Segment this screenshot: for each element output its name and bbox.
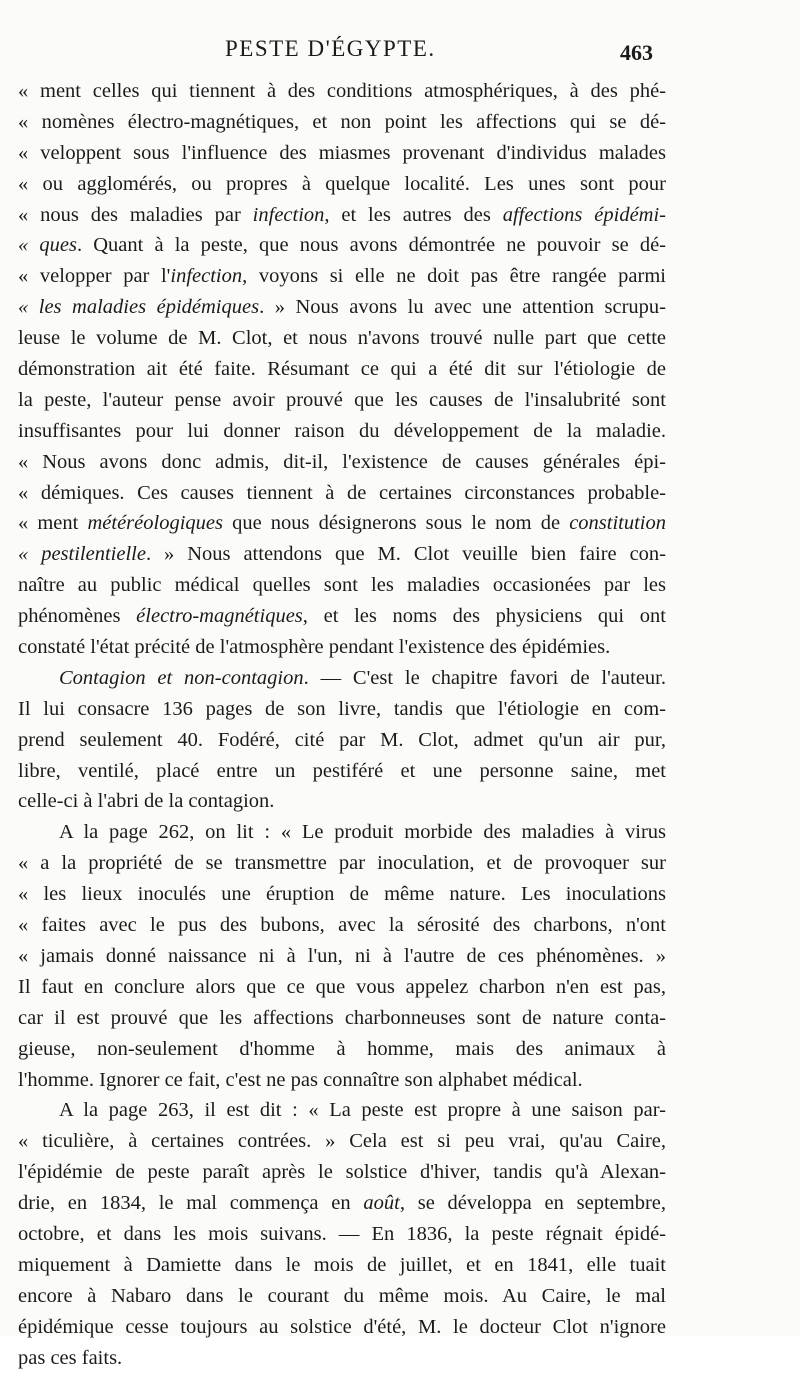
text-line xyxy=(18,354,666,385)
text-line xyxy=(18,508,666,539)
text-line xyxy=(18,848,666,879)
text-line xyxy=(18,447,666,478)
italic-span: « ques xyxy=(18,234,77,257)
text-span: . » Nous attendons que M. Clot veuille bien faire con- xyxy=(145,543,666,566)
text-span: prend seulement 40. Fodéré, cité par M. Clot, admet qu'un air pur, xyxy=(18,728,666,751)
text-line xyxy=(18,817,666,848)
text-span: encore à Nabaro dans le courant du même mois. Au Caire, le mal xyxy=(18,1284,666,1307)
text-span: que nous désignerons sous le nom de xyxy=(222,512,570,535)
text-line xyxy=(18,756,666,787)
italic-span: affections épidémi- xyxy=(502,203,666,226)
text-line xyxy=(18,1126,666,1157)
text-span: Il lui consacre 136 pages de son livre, tandis que l'étiologie en com- xyxy=(18,697,666,720)
text-span: constaté l'état précité de l'atmosphère pendant l'existence des épidémies. xyxy=(18,636,611,659)
text-span: la peste, l'auteur pense avoir prouvé que les causes de l'insalubrité sont xyxy=(18,388,666,411)
text-span: « ment celles qui tiennent à des conditions atmosphériques, à des phé- xyxy=(18,80,666,102)
text-span: Il faut en conclure alors que ce que vous appelez charbon n'en est pas, xyxy=(18,975,666,998)
text-span: « nomènes électro-magnétiques, et non point les affections qui se dé- xyxy=(18,110,666,133)
text-span: « jamais donné naissance ni à l'un, ni à l'autre de ces phénomènes. » xyxy=(18,944,666,967)
text-span: leuse le volume de M. Clot, et nous n'avons trouvé nulle part que cette xyxy=(18,327,666,350)
text-line xyxy=(18,107,666,138)
text-span: « les lieux inoculés une éruption de même nature. Les inoculations xyxy=(18,883,666,906)
text-span: « nous des maladies par xyxy=(18,203,253,226)
text-span: . Quant à la peste, que nous avons démontrée ne pouvoir se dé- xyxy=(76,234,667,257)
italic-span: infection xyxy=(252,203,325,226)
text-span: miquement à Damiette dans le mois de juillet, et en 1841, elle tuait xyxy=(18,1253,666,1276)
page-header xyxy=(0,36,800,70)
text-line xyxy=(18,663,666,694)
text-span: « velopper par l' xyxy=(18,265,171,288)
text-span: , se développa en septembre, xyxy=(399,1192,666,1215)
text-span: naître au public médical quelles sont les maladies occasionées par les xyxy=(18,574,666,597)
running-head: PESTE D'ÉGYPTE. xyxy=(225,36,436,61)
italic-span: « pestilentielle xyxy=(18,543,146,566)
body-text xyxy=(18,76,666,1373)
text-span: épidémique cesse toujours au solstice d'été, M. le docteur Clot n'ignore xyxy=(18,1315,666,1338)
italic-span: électro-magnétiques xyxy=(136,605,303,628)
text-line xyxy=(18,230,666,261)
text-line xyxy=(18,385,666,416)
text-span: l'homme. Ignorer ce fait, c'est ne pas connaître son alphabet médical. xyxy=(18,1068,583,1091)
text-line xyxy=(18,725,666,756)
text-span: « démiques. Ces causes tiennent à de certaines circonstances probable- xyxy=(18,481,666,504)
text-span: octobre, et dans les mois suivans. — En 1836, la peste régnait épidé- xyxy=(18,1222,666,1245)
text-line xyxy=(18,1065,666,1096)
text-line xyxy=(18,292,666,323)
text-span: drie, en 1834, le mal commença en xyxy=(18,1192,364,1215)
text-span: « ment xyxy=(18,512,88,535)
text-span: , et les autres des xyxy=(324,203,503,226)
text-span: démonstration ait été faite. Résumant ce qui a été dit sur l'étiologie de xyxy=(18,358,666,381)
text-span: « faites avec le pus des bubons, avec la sérosité des charbons, n'ont xyxy=(18,914,666,937)
text-line xyxy=(18,169,666,200)
text-line xyxy=(18,416,666,447)
text-line xyxy=(18,1219,666,1250)
text-line xyxy=(18,972,666,1003)
text-span: . — C'est le chapitre favori de l'auteur. xyxy=(303,666,666,689)
text-line xyxy=(18,941,666,972)
text-line xyxy=(18,323,666,354)
italic-span: « les maladies épidémiques xyxy=(18,296,260,319)
text-span: A la page 263, il est dit : « La peste est propre à une saison par- xyxy=(18,1099,666,1122)
text-line xyxy=(18,1343,666,1373)
text-line xyxy=(18,632,666,663)
text-span: phénomènes xyxy=(18,605,137,628)
text-line xyxy=(18,1188,666,1219)
text-span: A la page 262, on lit : « Le produit morbide des maladies à virus xyxy=(18,821,666,844)
text-span: « a la propriété de se transmettre par inoculation, et de provoquer sur xyxy=(18,852,666,875)
text-span: « Nous avons donc admis, dit-il, l'existence de causes générales épi- xyxy=(18,450,666,473)
text-line xyxy=(18,601,666,632)
text-line xyxy=(18,1034,666,1065)
text-span: insuffisantes pour lui donner raison du développement de la maladie. xyxy=(18,419,666,442)
text-span: gieuse, non-seulement d'homme à homme, mais des animaux à xyxy=(18,1037,666,1060)
text-span: pas ces faits. xyxy=(18,1346,123,1369)
text-line xyxy=(18,1281,666,1312)
text-line xyxy=(18,478,666,509)
text-line xyxy=(18,1095,666,1126)
text-span: celle-ci à l'abri de la contagion. xyxy=(18,790,275,813)
text-span: l'épidémie de peste paraît après le solstice d'hiver, tandis qu'à Alexan- xyxy=(18,1161,666,1184)
text-line xyxy=(18,786,666,817)
text-line xyxy=(18,539,666,570)
text-line xyxy=(18,1157,666,1188)
text-line xyxy=(18,76,666,107)
italic-span: août xyxy=(363,1192,400,1215)
text-span: libre, ventilé, placé entre un pestiféré et une personne saine, met xyxy=(18,759,666,782)
text-span: « veloppent sous l'influence des miasmes provenant d'individus malades xyxy=(18,141,666,164)
text-line xyxy=(18,200,666,231)
text-line xyxy=(18,910,666,941)
text-line xyxy=(18,570,666,601)
text-span: car il est prouvé que les affections charbonneuses sont de nature conta- xyxy=(18,1006,666,1029)
text-line xyxy=(18,1003,666,1034)
italic-span: constitution xyxy=(569,512,666,535)
text-line xyxy=(18,879,666,910)
italic-span: météréologiques xyxy=(87,512,223,535)
text-span: « ticulière, à certaines contrées. » Cela est si peu vrai, qu'au Caire, xyxy=(18,1130,666,1153)
text-line xyxy=(18,694,666,725)
text-line xyxy=(18,1250,666,1281)
text-line xyxy=(18,261,666,292)
page-number: 463 xyxy=(620,40,653,65)
text-line xyxy=(18,1312,666,1343)
text-span: , et les noms des physiciens qui ont xyxy=(302,605,666,628)
text-span: . » Nous avons lu avec une attention scrupu- xyxy=(259,296,666,319)
italic-span: infection xyxy=(170,265,243,288)
text-line xyxy=(18,138,666,169)
italic-span: Contagion et non-contagion xyxy=(18,666,304,689)
text-span: « ou agglomérés, ou propres à quelque localité. Les unes sont pour xyxy=(18,172,666,195)
text-span: , voyons si elle ne doit pas être rangée parmi xyxy=(242,265,666,288)
